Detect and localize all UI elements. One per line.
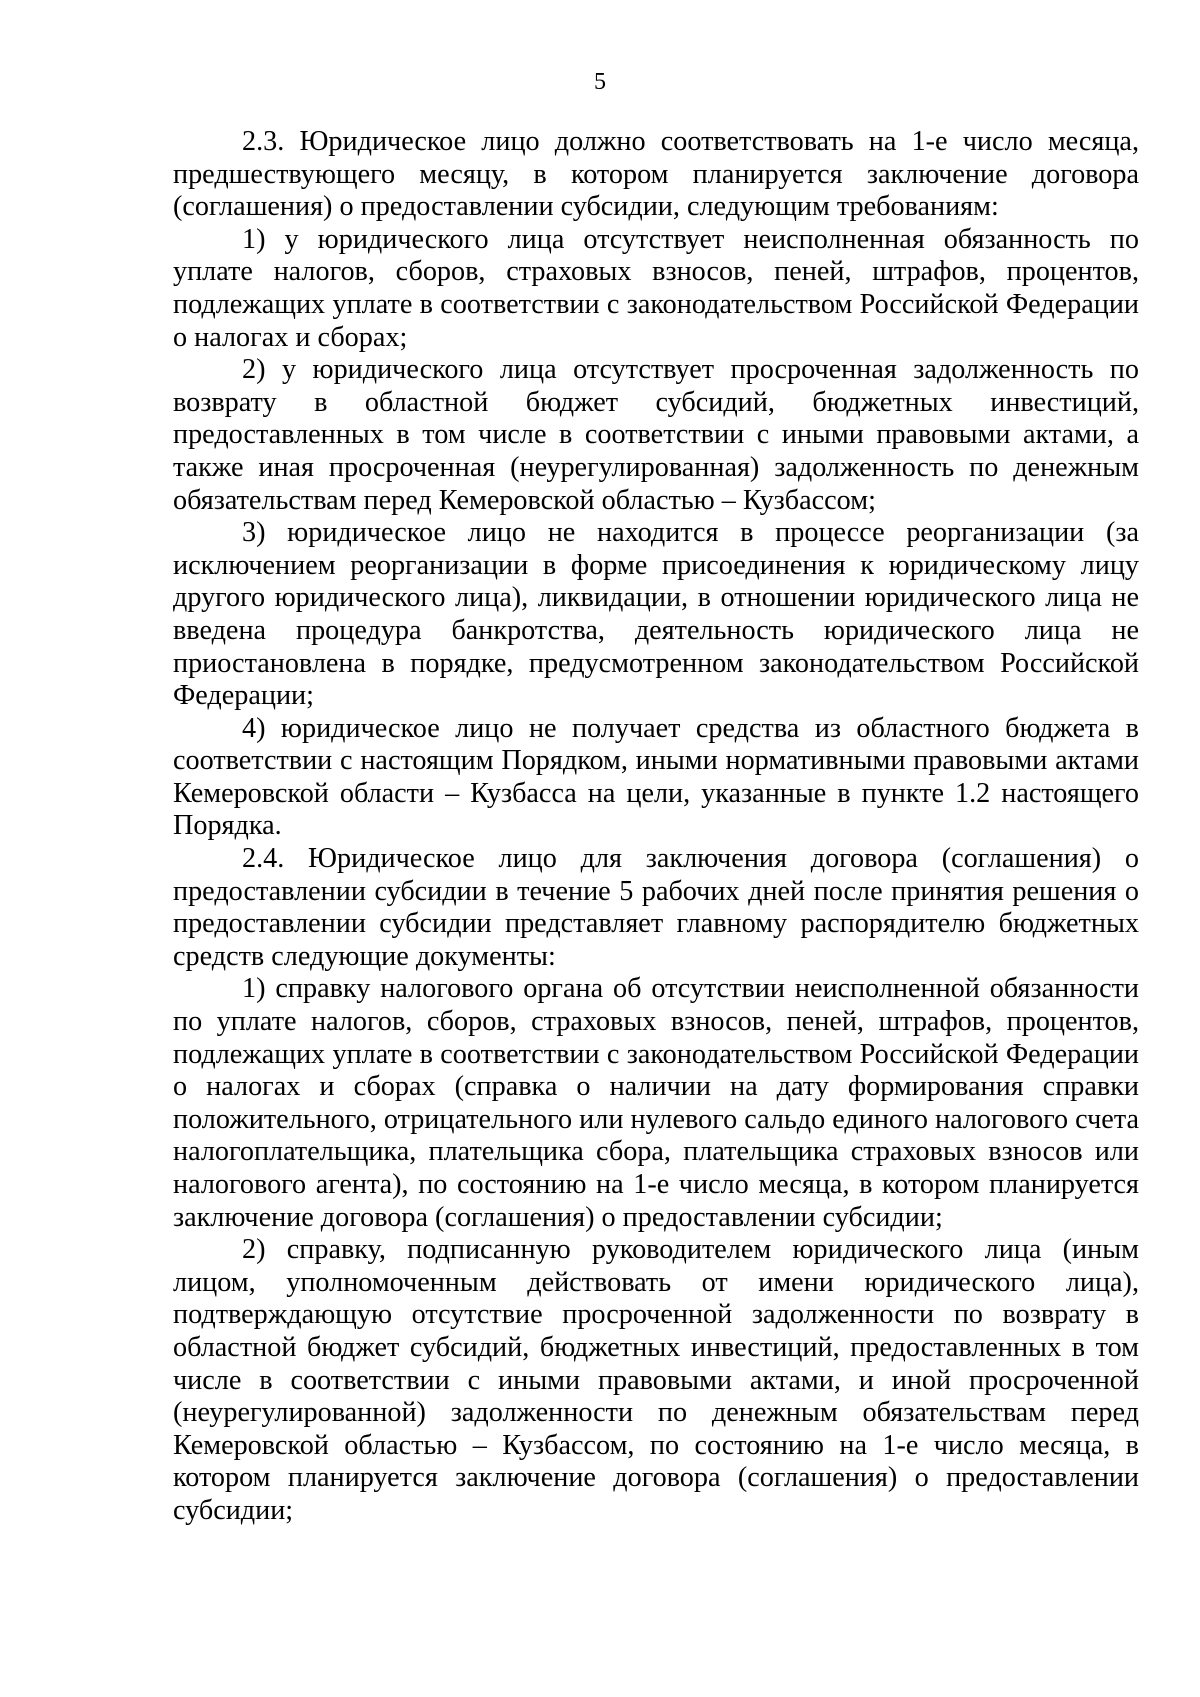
page-number: 5 — [594, 69, 606, 95]
paragraph-2-3-item-4: 4) юридическое лицо не получает средства из областного бюджета в соответствии с настоящим Порядком, иными нормативными правовыми актами Кемеровской области – Кузбасса на цели, указанные в пункте 1.2 настоящего Порядка. — [173, 712, 1139, 842]
paragraph-2-3-item-1: 1) у юридического лица отсутствует неисполненная обязанность по уплате налогов, сборов, страховых взносов, пеней, штрафов, процентов, подлежащих уплате в соответствии с законодательством Российской Федерации о налогах и сборах; — [173, 223, 1139, 353]
paragraph-2-4-item-2: 2) справку, подписанную руководителем юридического лица (иным лицом, уполномоченным действовать от имени юридического лица), подтверждающую отсутствие просроченной задолженности по возврату в областной бюджет субсидий, бюджетных инвестиций, предоставленных в том числе в соответствии с иными правовыми актами, и иной просроченной (неурегулированной) задолженности по денежным обязательствам перед Кемеровской областью – Кузбассом, по состоянию на 1-е число месяца, в котором планируется заключение договора (соглашения) о предоставлении субсидии; — [173, 1234, 1139, 1526]
paragraph-2-3: 2.3. Юридическое лицо должно соответствовать на 1-е число месяца, предшествующего месяцу, в котором планируется заключение договора (соглашения) о предоставлении субсидии, следующим требованиям: — [173, 126, 1139, 223]
paragraph-2-3-item-2: 2) у юридического лица отсутствует просроченная задолженность по возврату в областной бюджет субсидий, бюджетных инвестиций, предоставленных в том числе в соответствии с иными правовыми актами, а также иная просроченная (неурегулированная) задолженность по денежным обязательствам перед Кемеровской областью – Кузбассом; — [173, 354, 1139, 516]
document-body — [173, 126, 1139, 1528]
paragraph-2-3-item-3: 3) юридическое лицо не находится в процессе реорганизации (за исключением реорганизации в форме присоединения к юридическому лицу другого юридического лица), ликвидации, в отношении юридического лица не введена процедура банкротства, деятельность юридического лица не приостановлена в порядке, предусмотренном законодательством Российской Федерации; — [173, 517, 1139, 712]
paragraph-2-4: 2.4. Юридическое лицо для заключения договора (соглашения) о предоставлении субсидии в течение 5 рабочих дней после принятия решения о предоставлении субсидии представляет главному распорядителю бюджетных средств следующие документы: — [173, 843, 1139, 972]
paragraph-2-4-item-1: 1) справку налогового органа об отсутствии неисполненной обязанности по уплате налогов, сборов, страховых взносов, пеней, штрафов, процентов, подлежащих уплате в соответствии с законодательством Российской Федерации о налогах и сборах (справка о наличии на дату формирования справки положительного, отрицательного или нулевого сальдо единого налогового счета налогоплательщика, плательщика сбора, плательщика страховых взносов или налогового агента), по состоянию на 1-е число месяца, в котором планируется заключение договора (соглашения) о предоставлении субсидии; — [173, 973, 1139, 1233]
